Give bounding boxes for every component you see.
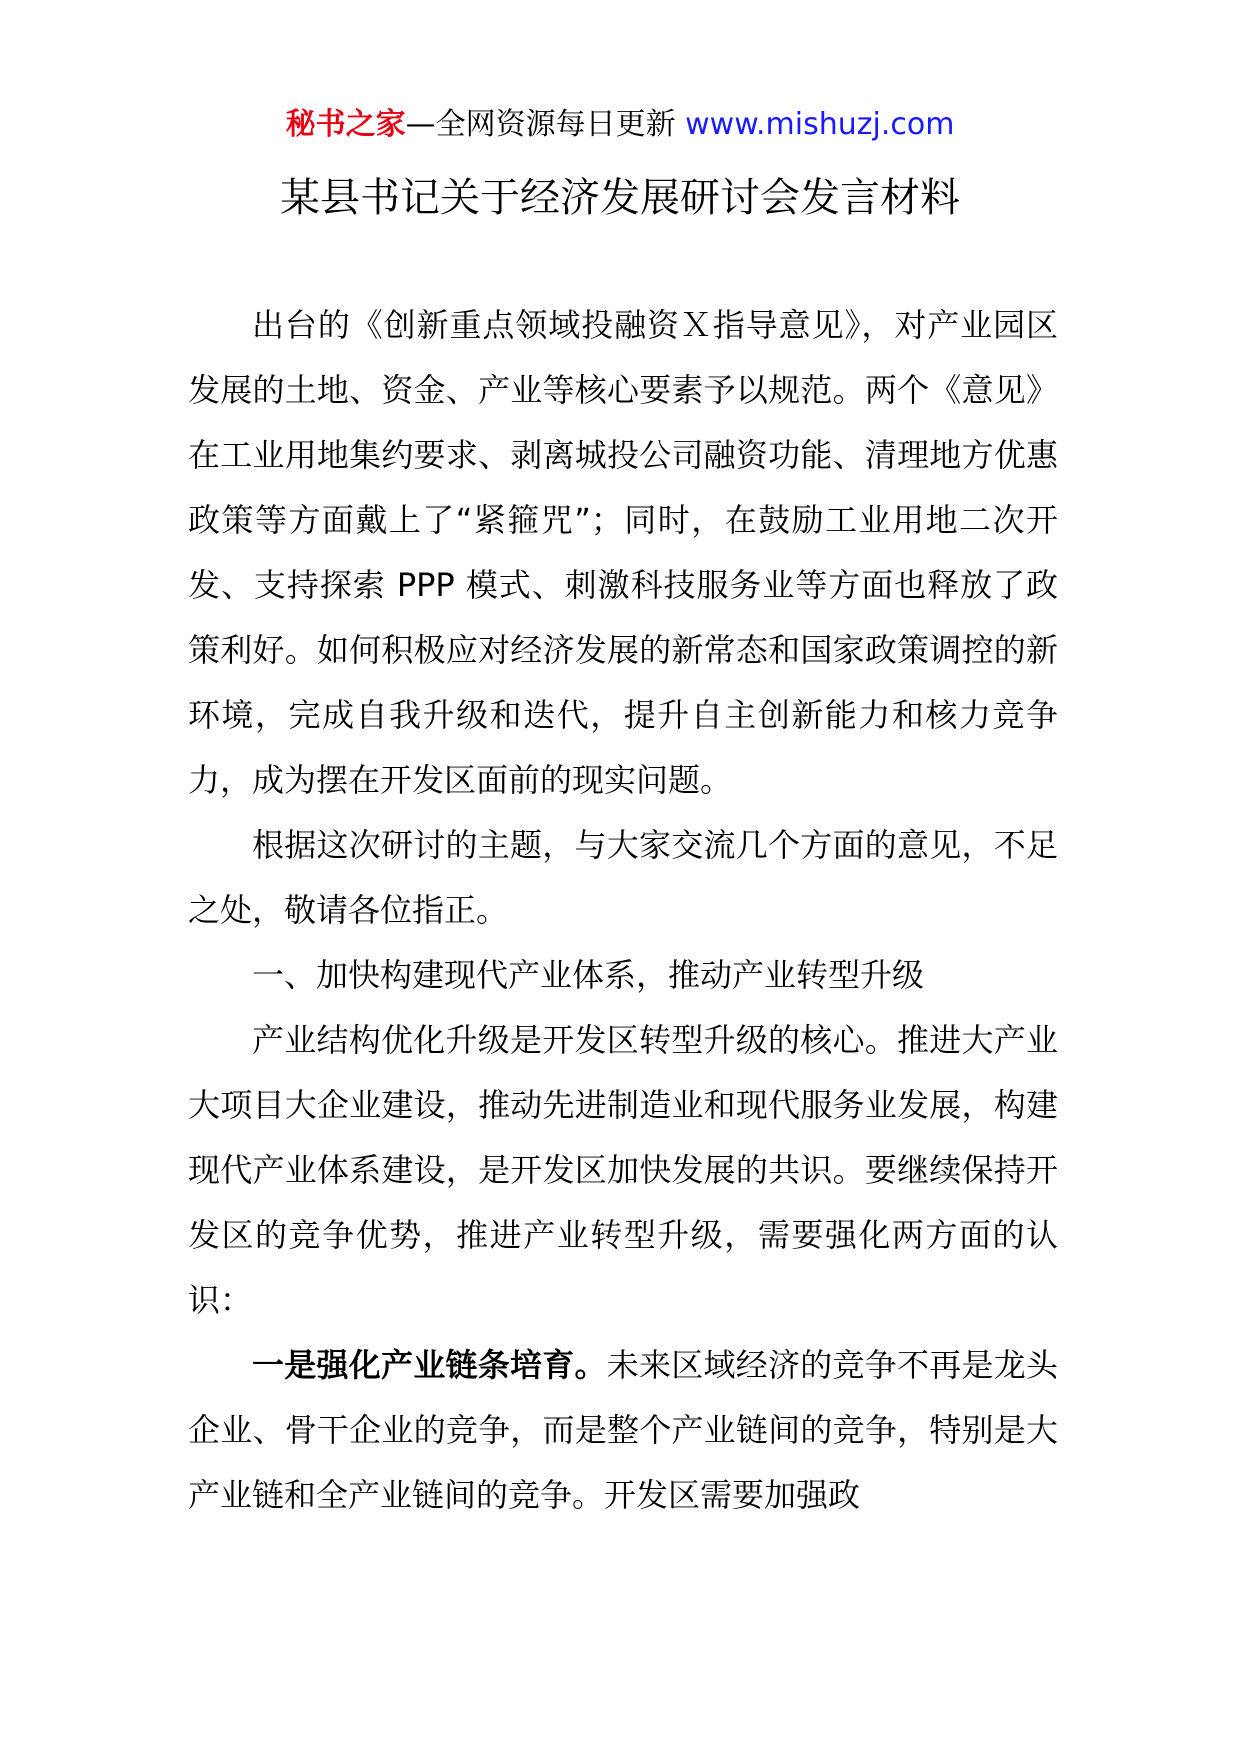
paragraph-bold-lead: 一是强化产业链条培育。 bbox=[252, 1346, 607, 1384]
document-body bbox=[188, 293, 1058, 1528]
paragraph-industry: 产业结构优化升级是开发区转型升级的核心。推进大产业大项目大企业建设，推动先进制造业和现代服务业发展，构建现代产业体系建设，是开发区加快发展的共识。要继续保持开发区的竞争优势，推进产业转型升级，需要强化两方面的认识： bbox=[188, 1021, 1058, 1319]
section-heading-1: 一、加快构建现代产业体系，推动产业转型升级 bbox=[252, 956, 925, 994]
site-header bbox=[0, 104, 1240, 146]
site-url[interactable]: www.mishuzj.com bbox=[685, 107, 955, 142]
header-tagline: —全网资源每日更新 bbox=[405, 107, 686, 142]
brand-name: 秘书之家 bbox=[285, 107, 406, 142]
paragraph-purpose: 根据这次研讨的主题，与大家交流几个方面的意见，不足之处，敬请各位指正。 bbox=[188, 826, 1058, 929]
document-title: 某县书记关于经济发展研讨会发言材料 bbox=[280, 175, 960, 221]
paragraph-intro: 出台的《创新重点领域投融资Ｘ指导意见》，对产业园区发展的土地、资金、产业等核心要素予以规范。两个《意见》在工业用地集约要求、剥离城投公司融资功能、清理地方优惠政策等方面戴上了“紧箍咒”；同时，在鼓励工业用地二次开发、支持探索 PPP 模式、刺激科技服务业等方面也释放了政策利好。如何积极应对经济发展的新常态和国家政策调控的新环境，完成自我升级和迭代，提升自主创新能力和核力竞争力，成为摆在开发区面前的现实问题。 bbox=[188, 306, 1058, 799]
paragraph-chain bbox=[188, 1333, 1058, 1528]
paragraph-chain-text: 未来区域经济的竞争不再是龙头企业、骨干企业的竞争，而是整个产业链间的竞争，特别是大产业链和全产业链间的竞争。开发区需要加强政 bbox=[188, 1346, 1058, 1514]
